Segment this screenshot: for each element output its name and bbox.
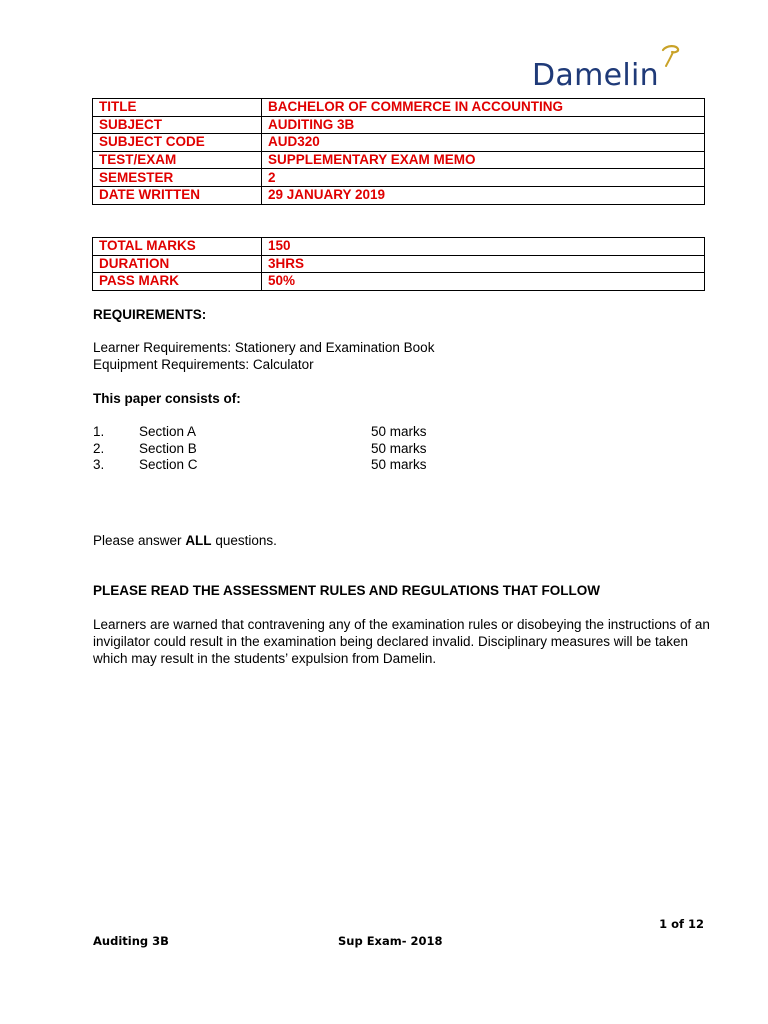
table-row <box>93 134 705 152</box>
row-label: PASS MARK <box>93 273 262 291</box>
consists-heading: This paper consists of: <box>93 391 241 406</box>
section-row <box>93 456 493 473</box>
row-label: SUBJECT <box>93 116 262 134</box>
answer-emphasis: ALL <box>185 533 212 548</box>
table-row <box>93 151 705 169</box>
row-value: 29 JANUARY 2019 <box>262 186 705 204</box>
row-label: DURATION <box>93 255 262 273</box>
section-marks: 50 marks <box>371 424 427 439</box>
swoosh-icon <box>659 44 681 68</box>
row-value: 2 <box>262 169 705 187</box>
warning-paragraph: Learners are warned that contravening any of the examination rules or disobeying the instructions of an invigilator could result in the examination being declared invalid. Disciplinary measures will be taken which may result in the students’ expulsion from Damelin. <box>93 617 710 666</box>
footer-subject: Auditing 3B <box>93 934 169 948</box>
section-number: 3. <box>93 457 105 472</box>
section-number: 2. <box>93 441 105 456</box>
exam-details-table <box>92 98 705 205</box>
row-label: TEST/EXAM <box>93 151 262 169</box>
section-number: 1. <box>93 424 105 439</box>
row-label: DATE WRITTEN <box>93 186 262 204</box>
section-name: Section A <box>139 424 197 439</box>
row-value: 3HRS <box>262 255 705 273</box>
section-marks: 50 marks <box>371 441 427 456</box>
row-value: BACHELOR OF COMMERCE IN ACCOUNTING <box>262 99 705 117</box>
row-value: 50% <box>262 273 705 291</box>
section-name: Section C <box>139 457 198 472</box>
equipment-requirements: Equipment Requirements: Calculator <box>93 357 314 372</box>
section-row <box>93 440 493 457</box>
learner-requirements: Learner Requirements: Stationery and Examination Book <box>93 340 435 355</box>
section-name: Section B <box>139 441 197 456</box>
row-label: TOTAL MARKS <box>93 238 262 256</box>
row-value: AUDITING 3B <box>262 116 705 134</box>
row-label: TITLE <box>93 99 262 117</box>
row-value: SUPPLEMENTARY EXAM MEMO <box>262 151 705 169</box>
table-row <box>93 169 705 187</box>
page-number: 1 of 12 <box>659 917 704 931</box>
table-row <box>93 238 705 256</box>
table-row <box>93 116 705 134</box>
row-label: SUBJECT CODE <box>93 134 262 152</box>
row-label: SEMESTER <box>93 169 262 187</box>
row-value: 150 <box>262 238 705 256</box>
marks-table <box>92 237 705 291</box>
table-row <box>93 273 705 291</box>
logo-text: Damelin <box>532 58 659 93</box>
table-row <box>93 186 705 204</box>
table-row <box>93 99 705 117</box>
answer-suffix: questions. <box>211 533 277 548</box>
answer-instruction <box>93 532 277 549</box>
table-row <box>93 255 705 273</box>
damelin-logo <box>528 44 708 100</box>
section-row <box>93 423 493 440</box>
requirements-heading: REQUIREMENTS: <box>93 307 207 322</box>
rules-heading: PLEASE READ THE ASSESSMENT RULES AND REGULATIONS THAT FOLLOW <box>93 583 601 598</box>
section-marks: 50 marks <box>371 457 427 472</box>
row-value: AUD320 <box>262 134 705 152</box>
footer-exam: Sup Exam- 2018 <box>338 934 443 948</box>
answer-prefix: Please answer <box>93 533 186 548</box>
